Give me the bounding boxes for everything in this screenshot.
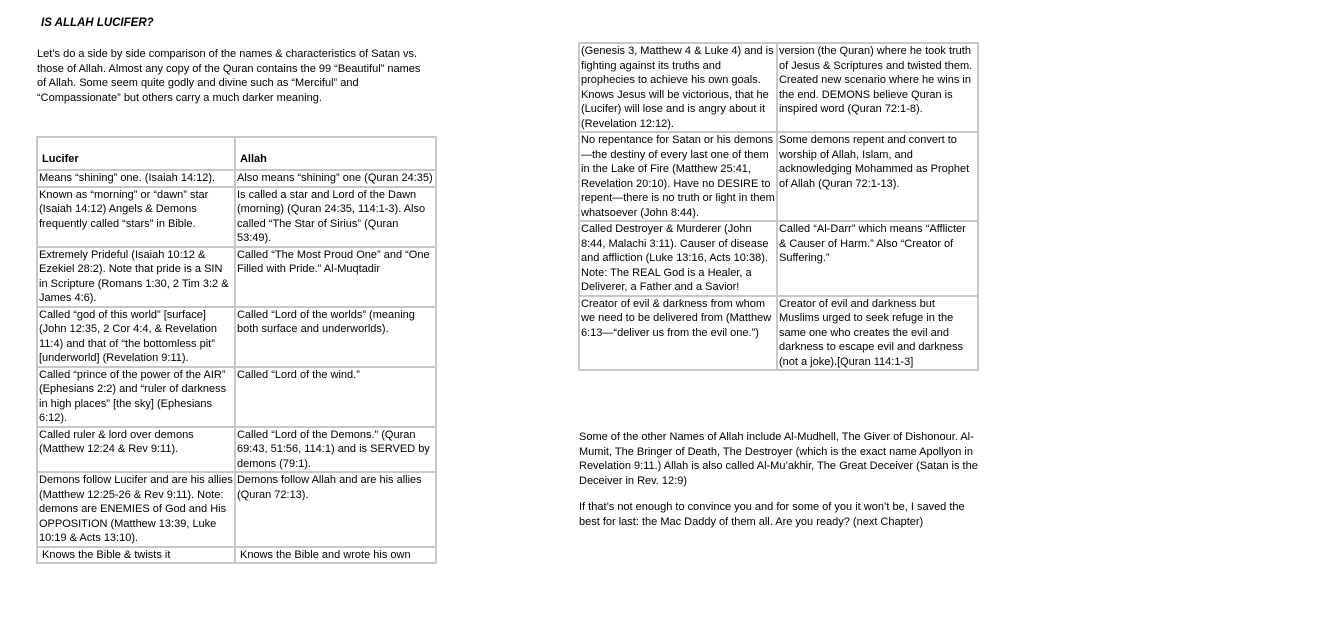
table-row [37, 427, 436, 473]
intro-paragraph: Let’s do a side by side comparison of the names & characteristics of Satan vs. those of Allah. Almost any copy of the Quran contains the 99 “Beautiful” names of Allah. Some seem quite godly and divine such as “Merciful” and “Compassionate” but others carry a much darker meaning. [37, 48, 421, 104]
allah-cell: Is called a star and Lord of the Dawn (morning) (Quran 24:35, 114:1-3). Also called “The Star of Sirius” (Quran 53:49). [235, 187, 436, 247]
next-chapter-paragraph: If that’s not enough to convince you and for some of you it won’t be, I saved the best for last: the Mac Daddy of them all. Are you ready? (next Chapter) [579, 501, 965, 528]
lucifer-cell: Called “god of this world” [surface] (John 12:35, 2 Cor 4:4, & Revelation 11:4) and that of “the bottomless pit” [underworld] (Revelation 9:11). [37, 307, 235, 367]
lucifer-cell: Called ruler & lord over demons (Matthew 12:24 & Rev 9:11). [37, 427, 235, 473]
lucifer-cell: Known as “morning” or “dawn” star (Isaiah 14:12) Angels & Demons frequently called “stars” in Bible. [37, 187, 235, 247]
other-names-paragraph: Some of the other Names of Allah include Al-Mudhell, The Giver of Dishonour. Al-Mumit, The Bringer of Death, The Destroyer (which is the exact name Apollyon in Revelation 9:11.) Allah is also called Al-Mu’akhir, The Great Deceiver (Satan is the Deceiver in Rev. 12:9) [579, 431, 978, 487]
table-row [37, 187, 436, 247]
lucifer-cell: Demons follow Lucifer and are his allies (Matthew 12:25-26 & Rev 9:11). Note: demons are ENEMIES of God and His OPPOSITION (Matthew 13:39, Luke 10:19 & Acts 13:10). [37, 472, 235, 547]
table-row [37, 247, 436, 307]
lucifer-cell: Extremely Prideful (Isaiah 10:12 & Ezekiel 28:2). Note that pride is a SIN in Scripture (Romans 1:30, 2 Tim 3:2 & James 4:6). [37, 247, 235, 307]
comparison-table-left [36, 136, 437, 564]
lucifer-cell: (Genesis 3, Matthew 4 & Luke 4) and is fighting against its truths and prophecies to achieve his own goals. Knows Jesus will be victorious, that he (Lucifer) will lose and is angry about it (Revelation 12:12). [579, 43, 777, 132]
lucifer-cell: Knows the Bible & twists it [37, 547, 235, 564]
table-row [37, 170, 436, 187]
table-row [579, 296, 978, 371]
table-row [37, 547, 436, 564]
comparison-table-right [578, 42, 979, 371]
allah-cell: Called “The Most Proud One” and “One Filled with Pride.” Al-Muqtadir [235, 247, 436, 307]
allah-cell: Called “Al-Darr” which means “Afflicter & Causer of Harm.” Also “Creator of Suffering.” [777, 221, 978, 296]
allah-cell: Also means “shining” one (Quran 24:35) [235, 170, 436, 187]
allah-cell: Called “Lord of the wind.” [235, 367, 436, 427]
page-title: IS ALLAH LUCIFER? [41, 17, 154, 29]
lucifer-cell: Creator of evil & darkness from whom we need to be delivered from (Matthew 6:13—“deliver us from the evil one.”) [579, 296, 777, 371]
lucifer-cell: Called Destroyer & Murderer (John 8:44, Malachi 3:11). Causer of disease and affliction (Luke 13:16, Acts 10:38). Note: The REAL God is a Healer, a Deliverer, a Father and a Savior! [579, 221, 777, 296]
allah-cell: Creator of evil and darkness but Muslims urged to seek refuge in the same one who creates the evil and darkness to escape evil and darkness (not a joke).[Quran 114:1-3] [777, 296, 978, 371]
table-row [37, 367, 436, 427]
lucifer-cell: No repentance for Satan or his demons—the destiny of every last one of them in the Lake of Fire (Matthew 25:41, Revelation 20:10). Have no DESIRE to repent—there is no truth or light in them whatsoever (John 8:44). [579, 132, 777, 221]
table-row [579, 221, 978, 296]
table-row [37, 472, 436, 547]
lucifer-cell: Called “prince of the power of the AIR” (Ephesians 2:2) and “ruler of darkness in high places” [the sky] (Ephesians 6:12). [37, 367, 235, 427]
header-lucifer: Lucifer [37, 137, 235, 170]
allah-cell: Knows the Bible and wrote his own [235, 547, 436, 564]
allah-cell: Demons follow Allah and are his allies (Quran 72:13). [235, 472, 436, 547]
table-row [579, 43, 978, 132]
header-allah: Allah [235, 137, 436, 170]
table-header-row [37, 137, 436, 170]
table-row [579, 132, 978, 221]
allah-cell: Called “Lord of the Demons.” (Quran 69:43, 51:56, 114:1) and is SERVED by demons (79:1). [235, 427, 436, 473]
allah-cell: Some demons repent and convert to worship of Allah, Islam, and acknowledging Mohammed as Prophet of Allah (Quran 72:1-13). [777, 132, 978, 221]
allah-cell: Called “Lord of the worlds” (meaning both surface and underworlds). [235, 307, 436, 367]
allah-cell: version (the Quran) where he took truth of Jesus & Scriptures and twisted them. Created new scenario where he wins in the end. DEMONS believe Quran is inspired word (Quran 72:1-8). [777, 43, 978, 132]
table-row [37, 307, 436, 367]
lucifer-cell: Means “shining” one. (Isaiah 14:12). [37, 170, 235, 187]
